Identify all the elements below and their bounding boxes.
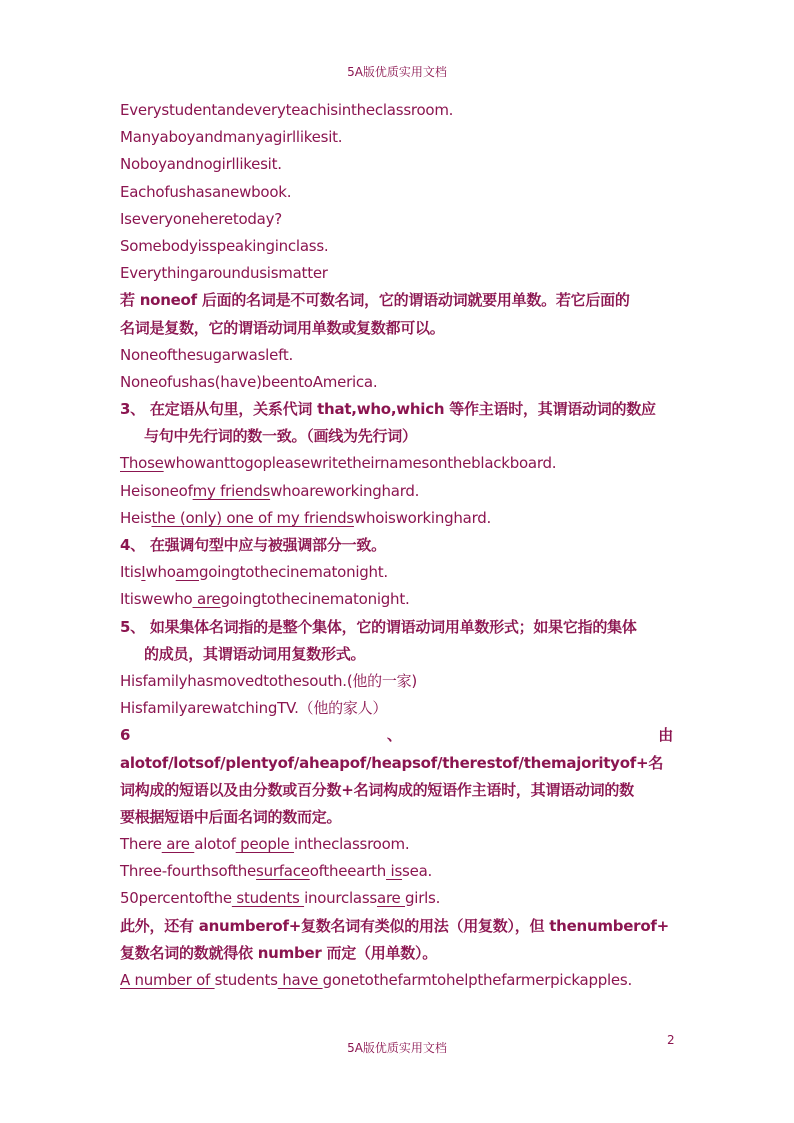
- rule-text: alotof/lotsof/plentyof/aheapof/heapsof/therestof/themajorityof+名: [120, 753, 664, 772]
- sentence-part: inourclass: [304, 889, 377, 908]
- rule-text: 名词是复数，它的谓语动词用单数或复数都可以。: [120, 318, 445, 337]
- rule-text: 的成员，其谓语动词用复数形式。: [144, 644, 366, 663]
- example-sentence: Iseveryoneheretoday?: [120, 209, 282, 228]
- example-sentence: Eachofushasanewbook.: [120, 182, 292, 201]
- antecedent: my friends: [192, 481, 271, 500]
- example-sentence: [120, 885, 673, 912]
- example-sentence: HisfamilyarewatchingTV.（他的家人）: [120, 699, 388, 718]
- sentence-part: Heis: [120, 508, 152, 527]
- antecedent: Those: [120, 454, 164, 473]
- sentence-part: goingtothecinematonight.: [199, 563, 388, 582]
- sentence-part: girls.: [405, 889, 441, 908]
- example-sentence: Noneofthesugarwasleft.: [120, 345, 293, 364]
- document-body: [120, 97, 673, 994]
- rule-text: 与句中先行词的数一致。（画线为先行词）: [144, 427, 417, 446]
- sentence-part: Itiswewho: [120, 590, 193, 609]
- verb: are: [192, 590, 221, 609]
- rule-text: 要根据短语中后面名词的数而定。: [120, 807, 342, 826]
- noun: students: [231, 889, 305, 908]
- example-sentence: Noneofushas(have)beentoAmerica.: [120, 372, 378, 391]
- example-sentence: [120, 559, 673, 586]
- example-sentence: [120, 505, 673, 532]
- verb: am: [175, 563, 199, 582]
- page-number: 2: [667, 1033, 675, 1047]
- rule-heading: 4、 在强调句型中应与被强调部分一致。: [120, 536, 386, 554]
- sentence-part: Three-fourthsofthe: [120, 862, 257, 881]
- rule-heading: 3、 在定语从句里，关系代词 that,who,which 等作主语时，其谓语动词的数应: [120, 400, 656, 419]
- page-footer: 5A版优质实用文档: [347, 1041, 447, 1055]
- sentence-part: sea.: [402, 862, 433, 881]
- sentence-part: students: [214, 971, 278, 989]
- sentence-part: alotof: [194, 835, 236, 854]
- verb: is: [386, 862, 403, 881]
- emphasized-part: I: [141, 563, 146, 582]
- page-header: 5A版优质实用文档: [347, 65, 447, 79]
- example-sentence: [120, 586, 673, 613]
- noun: people: [235, 835, 295, 854]
- example-sentence: [120, 450, 673, 477]
- sentence-part: 50percentofthe: [120, 889, 232, 908]
- rule-text: 复数名词的数就得依 number 而定（用单数）。: [120, 943, 437, 962]
- sentence-part: whowanttogopleasewritetheirnamesontheblackboard.: [163, 454, 557, 473]
- example-sentence: Everystudentandeveryteachisintheclassroom.: [120, 101, 454, 119]
- rule-punct: 、: [386, 726, 402, 745]
- rule-word: 由: [658, 726, 673, 745]
- sentence-part: who: [145, 563, 176, 582]
- sentence-part: whoareworkinghard.: [270, 481, 420, 500]
- verb: are: [377, 889, 406, 908]
- rule-text: 若 noneof 后面的名词是不可数名词，它的谓语动词就要用单数。若它后面的: [120, 291, 630, 310]
- sentence-part: Itis: [120, 563, 142, 582]
- rule-heading: 5、 如果集体名词指的是整个集体，它的谓语动词用单数形式；如果它指的集体: [120, 617, 637, 636]
- sentence-part: gonetothefarmtohelpthefarmerpickapples.: [322, 971, 632, 989]
- example-sentence: Everythingaroundusismatter: [120, 264, 328, 283]
- example-sentence: [120, 967, 673, 994]
- example-sentence: Hisfamilyhasmovedtothesouth.(他的一家): [120, 671, 418, 690]
- sentence-part: goingtothecinematonight.: [220, 590, 410, 609]
- verb: have: [277, 971, 323, 989]
- example-sentence: [120, 858, 673, 885]
- rule-number: 6: [120, 726, 131, 745]
- example-sentence: Manyaboyandmanyagirllikesit.: [120, 128, 343, 147]
- example-sentence: [120, 831, 673, 858]
- verb: are: [161, 835, 195, 854]
- example-sentence: Noboyandnogirllikesit.: [120, 155, 282, 174]
- rule-heading: [120, 722, 673, 749]
- example-sentence: [120, 478, 673, 505]
- sentence-part: There: [120, 835, 162, 854]
- noun: surface: [256, 862, 310, 881]
- rule-text: 此外，还有 anumberof+复数名词有类似的用法（用复数），但 thenumberof+: [120, 916, 669, 935]
- example-sentence: Somebodyisspeakinginclass.: [120, 236, 329, 255]
- rule-text: 词构成的短语以及由分数或百分数+名词构成的短语作主语时，其谓语动词的数: [120, 780, 634, 799]
- sentence-part: Heisoneof: [120, 481, 193, 500]
- sentence-part: oftheearth: [309, 862, 387, 881]
- subject-phrase: A number of: [120, 971, 215, 989]
- antecedent: the (only) one of my friends: [151, 508, 354, 527]
- sentence-part: intheclassroom.: [294, 835, 410, 854]
- sentence-part: whoisworkinghard.: [353, 508, 492, 527]
